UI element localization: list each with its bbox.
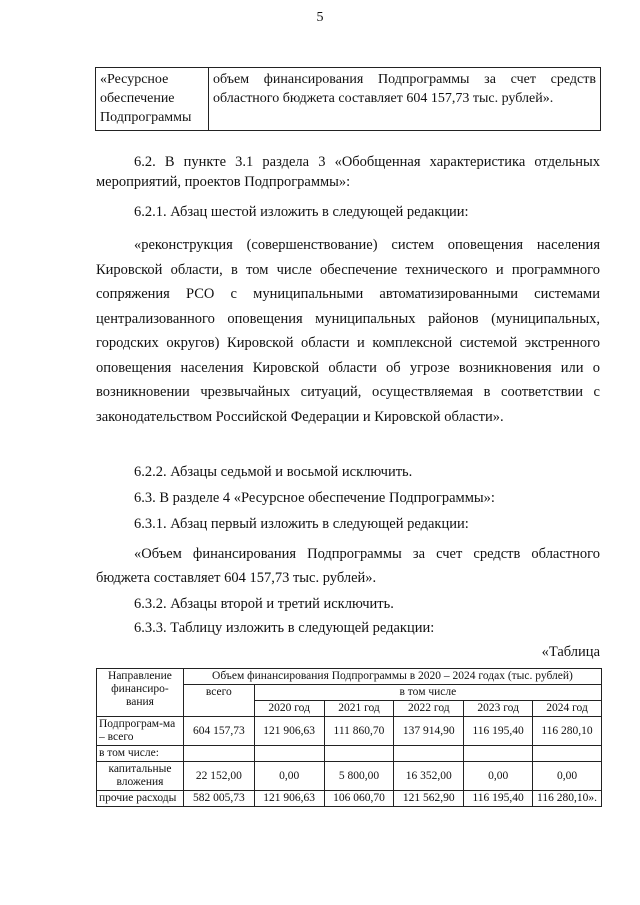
cell-value: 0,00 xyxy=(464,762,533,791)
header-including: в том числе xyxy=(254,685,601,701)
page-number: 5 xyxy=(316,10,324,25)
cell-total: 22 152,00 xyxy=(183,762,254,791)
cell-value: 121 906,63 xyxy=(254,791,324,807)
header-direction: Направление финансиро-вания xyxy=(97,669,184,717)
cell-value: 106 060,70 xyxy=(324,791,394,807)
paragraph-6-3: 6.3. В разделе 4 «Ресурсное обеспечение Подпрограммы»: xyxy=(134,490,495,506)
cell-value: 137 914,90 xyxy=(394,717,464,746)
table-caption: «Таблица xyxy=(541,644,600,660)
cell-value: 121 562,90 xyxy=(394,791,464,807)
row-label-including: в том числе: xyxy=(97,746,184,762)
table-row xyxy=(97,717,602,746)
paragraph-quote-reconstruction: «реконструкция (совершенствование) систем оповещения населения Кировской области, в том числе обеспечение технического и программного сопряжения РСО с муниципальными автоматизированными системами централизованного оповещения муниципальных районов (муниципальных, городских округов) Кировской области и комплексной системой экстренного оповещения населения Кировской области об угрозе возникновения или о возникновении чрезвычайных ситуаций, осуществляемая в соответствии с законодательством Российской Федерации и Кировской области». xyxy=(96,237,600,425)
header-year: 2021 год xyxy=(324,701,394,717)
paragraph-6-2-1: 6.2.1. Абзац шестой изложить в следующей редакции: xyxy=(134,204,469,220)
cell-total: 604 157,73 xyxy=(183,717,254,746)
table-row xyxy=(97,791,602,807)
cell-value: 0,00 xyxy=(254,762,324,791)
cell-value: 5 800,00 xyxy=(324,762,394,791)
paragraph-6-3-2: 6.3.2. Абзацы второй и третий исключить. xyxy=(134,596,394,612)
cell-value: 116 280,10 xyxy=(533,717,602,746)
cell-value: 0,00 xyxy=(533,762,602,791)
cell-total: 582 005,73 xyxy=(183,791,254,807)
resource-label-cell: «Ресурсное обеспечение Подпрограммы xyxy=(96,68,209,131)
resource-summary-table xyxy=(95,67,601,131)
cell-value: 16 352,00 xyxy=(394,762,464,791)
table-row xyxy=(97,746,602,762)
resource-text-cell: объем финансирования Подпрограммы за счет средств областного бюджета составляет 604 157,73 тыс. рублей». xyxy=(209,68,601,131)
header-total: всего xyxy=(183,685,254,717)
header-volume: Объем финансирования Подпрограммы в 2020 – 2024 годах (тыс. рублей) xyxy=(183,669,601,685)
paragraph-6-3-3: 6.3.3. Таблицу изложить в следующей редакции: xyxy=(134,620,435,636)
paragraph-quote-financing: «Объем финансирования Подпрограммы за счет средств областного бюджета составляет 604 157,73 тыс. рублей». xyxy=(96,546,600,586)
header-year: 2020 год xyxy=(254,701,324,717)
paragraph-6-2-2: 6.2.2. Абзацы седьмой и восьмой исключить. xyxy=(134,464,413,480)
header-year: 2024 год xyxy=(533,701,602,717)
header-year: 2023 год xyxy=(464,701,533,717)
table-row xyxy=(97,762,602,791)
header-year: 2022 год xyxy=(394,701,464,717)
cell-value: 121 906,63 xyxy=(254,717,324,746)
row-label-subprogram-total: Подпрограм-ма – всего xyxy=(97,717,184,746)
financing-table xyxy=(96,668,602,807)
row-label-capital: капитальные вложения xyxy=(97,762,184,791)
row-label-other: прочие расходы xyxy=(97,791,184,807)
paragraph-6-3-1: 6.3.1. Абзац первый изложить в следующей редакции: xyxy=(134,516,469,532)
cell-value: 116 195,40 xyxy=(464,791,533,807)
cell-value: 116 280,10». xyxy=(533,791,602,807)
cell-value: 111 860,70 xyxy=(324,717,394,746)
paragraph-6-2: 6.2. В пункте 3.1 раздела 3 «Обобщенная характеристика отдельных мероприятий, проектов Подпрограммы»: xyxy=(96,154,600,190)
cell-value: 116 195,40 xyxy=(464,717,533,746)
